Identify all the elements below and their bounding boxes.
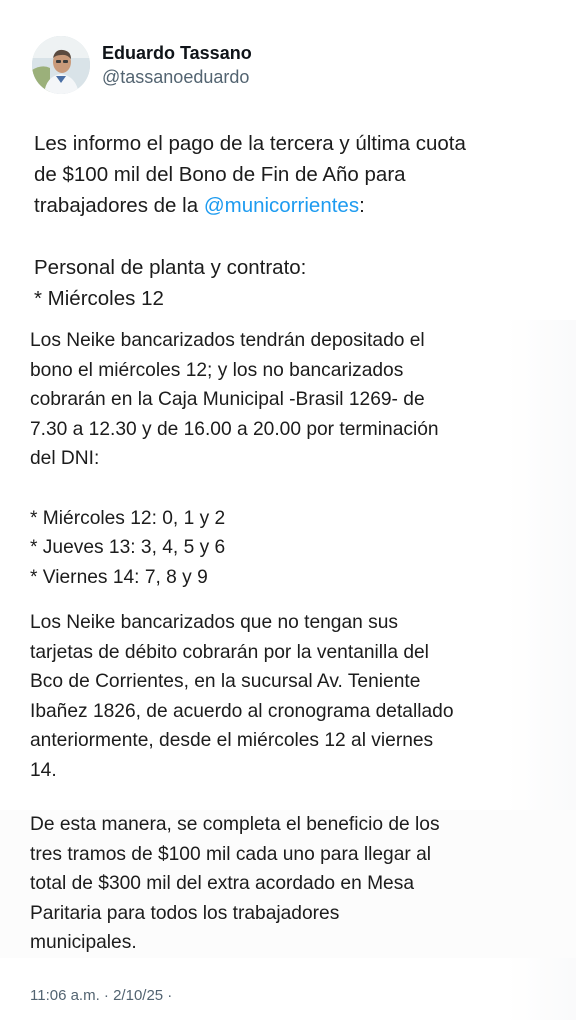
intro-line: de $100 mil del Bono de Fin de Año para xyxy=(34,163,406,186)
avatar-photo-icon xyxy=(32,36,90,94)
card-line: tarjetas de débito cobrarán por la ventanilla del xyxy=(30,641,429,663)
schedule-item: * Jueves 13: 3, 4, 5 y 6 xyxy=(30,537,226,559)
closing-line: total de $300 mil del extra acordado en Mesa xyxy=(30,873,414,895)
tweet-timestamp[interactable]: 11:06 a.m. · 2/10/25 · xyxy=(30,987,173,1004)
schedule-item: * Viernes 14: 7, 8 y 9 xyxy=(30,566,208,588)
neike-section xyxy=(0,326,576,592)
tweet-intro xyxy=(0,128,576,314)
closing-line: De esta manera, se completa el beneficio de los xyxy=(30,814,440,835)
intro-text: trabajadores de la xyxy=(34,194,204,217)
card-line: 14. xyxy=(30,759,57,781)
neike-line: 7.30 a 12.30 y de 16.00 a 20.00 por terminación xyxy=(30,418,439,440)
card-line: anteriormente, desde el miércoles 12 al viernes xyxy=(30,730,434,752)
neike-line: Los Neike bancarizados tendrán depositado el xyxy=(30,330,425,351)
closing-section xyxy=(0,810,576,958)
closing-line: Paritaria para todos los trabajadores xyxy=(30,902,340,924)
author-names xyxy=(102,42,252,88)
neike-line: bono el miércoles 12; y los no bancarizados xyxy=(30,359,404,381)
neike-line: del DNI: xyxy=(30,448,100,470)
spacer xyxy=(30,474,562,504)
card-section xyxy=(0,608,576,786)
closing-line: tres tramos de $100 mil cada uno para llegar al xyxy=(30,843,432,865)
author-display-name[interactable]: Eduardo Tassano xyxy=(102,43,252,63)
card-line: Los Neike bancarizados que no tengan sus xyxy=(30,612,399,633)
card-line: Ibañez 1826, de acuerdo al cronograma detallado xyxy=(30,700,454,722)
neike-line: cobrarán en la Caja Municipal -Brasil 1269- de xyxy=(30,389,425,411)
card-line: Bco de Corrientes, en la sucursal Av. Teniente xyxy=(30,671,421,693)
staff-date: * Miércoles 12 xyxy=(34,287,164,310)
spacer xyxy=(34,221,556,252)
staff-heading: Personal de planta y contrato: xyxy=(34,256,307,279)
intro-text: : xyxy=(359,194,365,217)
mention-link[interactable]: @municorrientes xyxy=(203,194,360,217)
closing-line: municipales. xyxy=(30,932,137,954)
intro-line xyxy=(34,190,556,221)
schedule-item: * Miércoles 12: 0, 1 y 2 xyxy=(30,507,226,529)
intro-line: Les informo el pago de la tercera y última cuota xyxy=(34,132,466,155)
avatar[interactable] xyxy=(32,36,90,94)
tweet-header xyxy=(32,36,252,94)
author-handle[interactable]: @tassanoeduardo xyxy=(102,67,250,87)
